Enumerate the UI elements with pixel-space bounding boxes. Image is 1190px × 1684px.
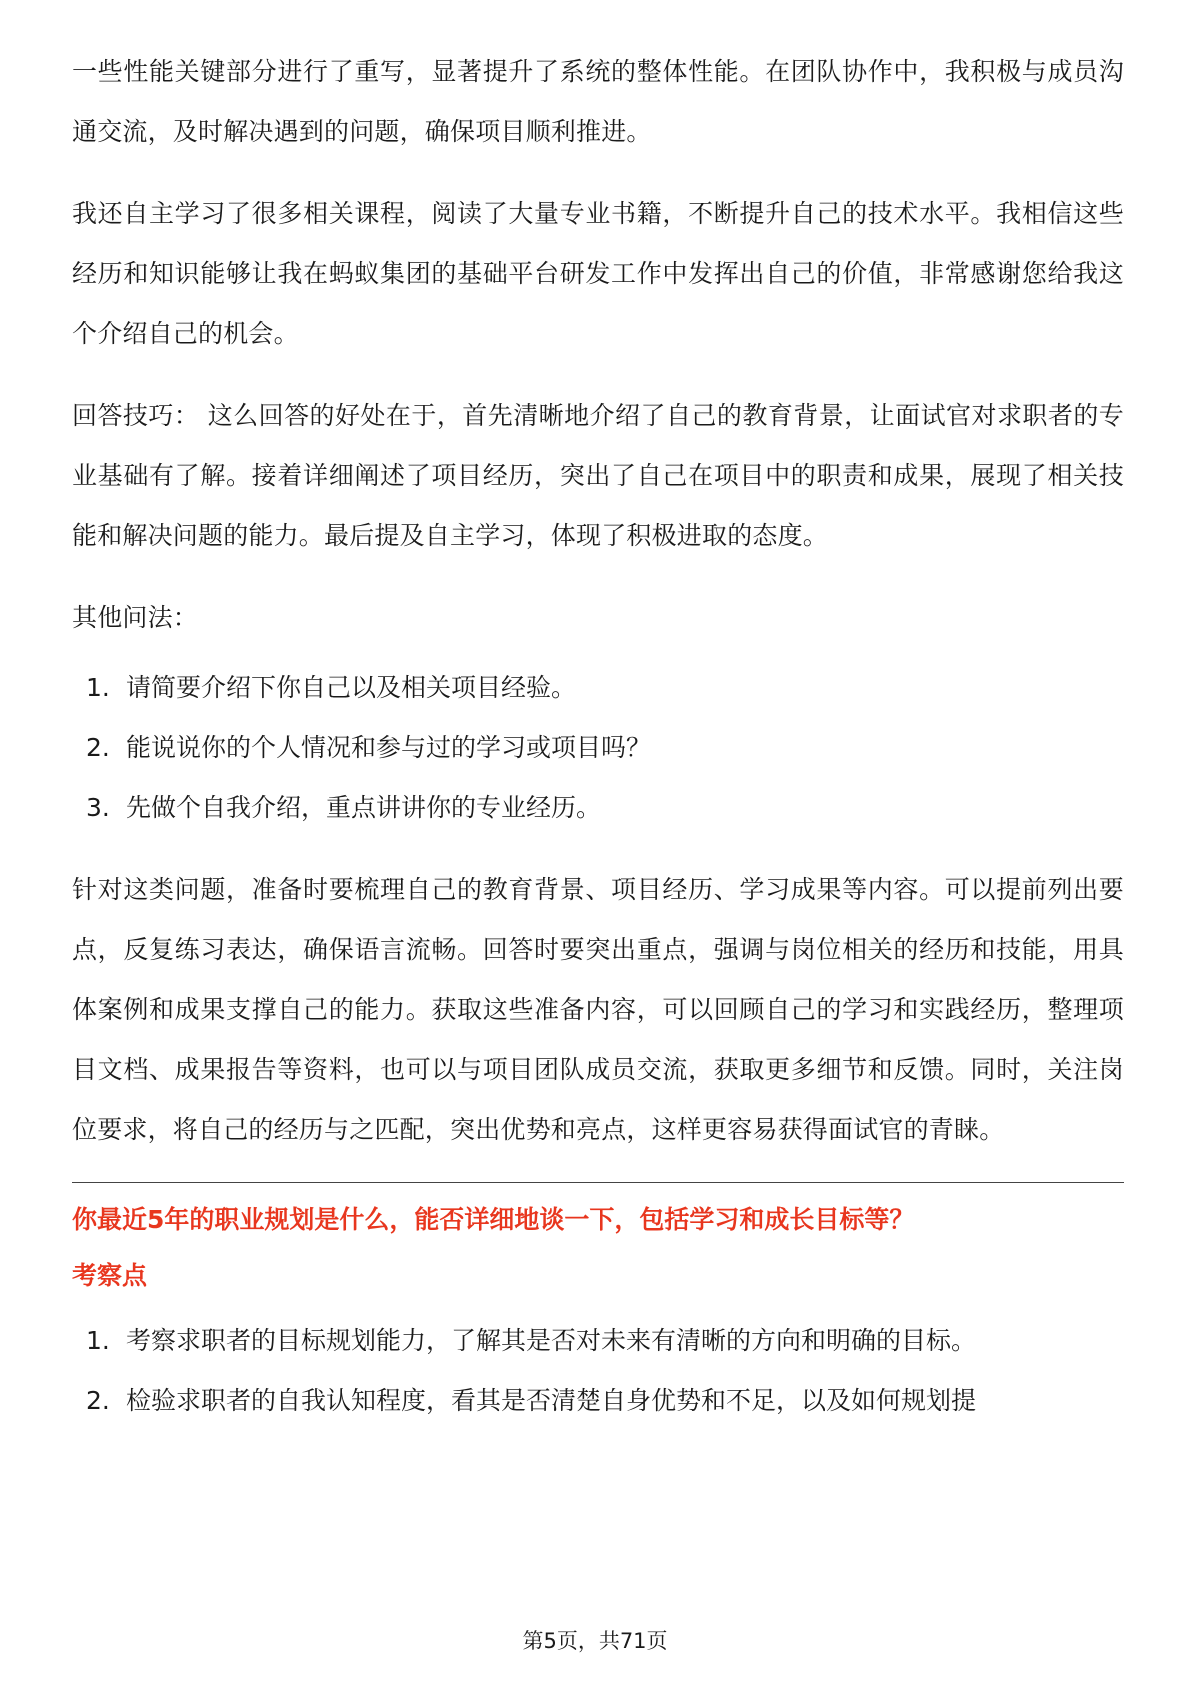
list-item-number: 1. [86,673,110,702]
list-item-text: 请简要介绍下你自己以及相关项目经验。 [126,673,577,702]
list-item [72,1371,1124,1431]
list-item-number: 2. [86,1386,110,1415]
list-item-number: 2. [86,733,110,762]
list-item-number: 3. [86,793,110,822]
list-item-text: 检验求职者的自我认知程度，看其是否清楚自身优势和不足，以及如何规划提 [126,1386,977,1415]
question-subtitle: 考察点 [72,1261,148,1290]
list-item [72,1311,1124,1371]
paragraph-answer-tips: 回答技巧： 这么回答的好处在于，首先清晰地介绍了自己的教育背景，让面试官对求职者的专业基础有了解。接着详细阐述了项目经历，突出了自己在项目中的职责和成果，展现了相关技能和解决问题的能力。最后提及自主学习，体现了积极进取的态度。 [72,401,1124,550]
page-footer: 第5页，共71页 [522,1629,668,1653]
document-page [72,42,1124,1453]
list-item [72,718,1124,778]
paragraph-other-questions-heading: 其他问法： [72,603,199,632]
list-item-number: 1. [86,1326,110,1355]
assessment-points-list [72,1311,1124,1431]
list-item [72,778,1124,838]
list-item-text: 能说说你的个人情况和参与过的学习或项目吗？ [126,733,652,762]
paragraph-preparation: 针对这类问题，准备时要梳理自己的教育背景、项目经历、学习成果等内容。可以提前列出要点，反复练习表达，确保语言流畅。回答时要突出重点，强调与岗位相关的经历和技能，用具体案例和成果支撑自己的能力。获取这些准备内容，可以回顾自己的学习和实践经历，整理项目文档、成果报告等资料，也可以与项目团队成员交流，获取更多细节和反馈。同时，关注岗位要求，将自己的经历与之匹配，突出优势和亮点，这样更容易获得面试官的青睐。 [72,875,1124,1144]
paragraph-performance: 一些性能关键部分进行了重写，显著提升了系统的整体性能。在团队协作中，我积极与成员沟通交流，及时解决遇到的问题，确保项目顺利推进。 [72,57,1124,146]
question-title: 你最近5年的职业规划是什么，能否详细地谈一下，包括学习和成长目标等？ [72,1205,915,1234]
list-item-text: 先做个自我介绍，重点讲讲你的专业经历。 [126,793,602,822]
other-questions-list [72,658,1124,838]
list-item-text: 考察求职者的目标规划能力，了解其是否对未来有清晰的方向和明确的目标。 [126,1326,977,1355]
list-item [72,658,1124,718]
paragraph-self-study: 我还自主学习了很多相关课程，阅读了大量专业书籍，不断提升自己的技术水平。我相信这些经历和知识能够让我在蚂蚁集团的基础平台研发工作中发挥出自己的价值，非常感谢您给我这个介绍自己的机会。 [72,199,1124,348]
section-divider [72,1182,1124,1183]
